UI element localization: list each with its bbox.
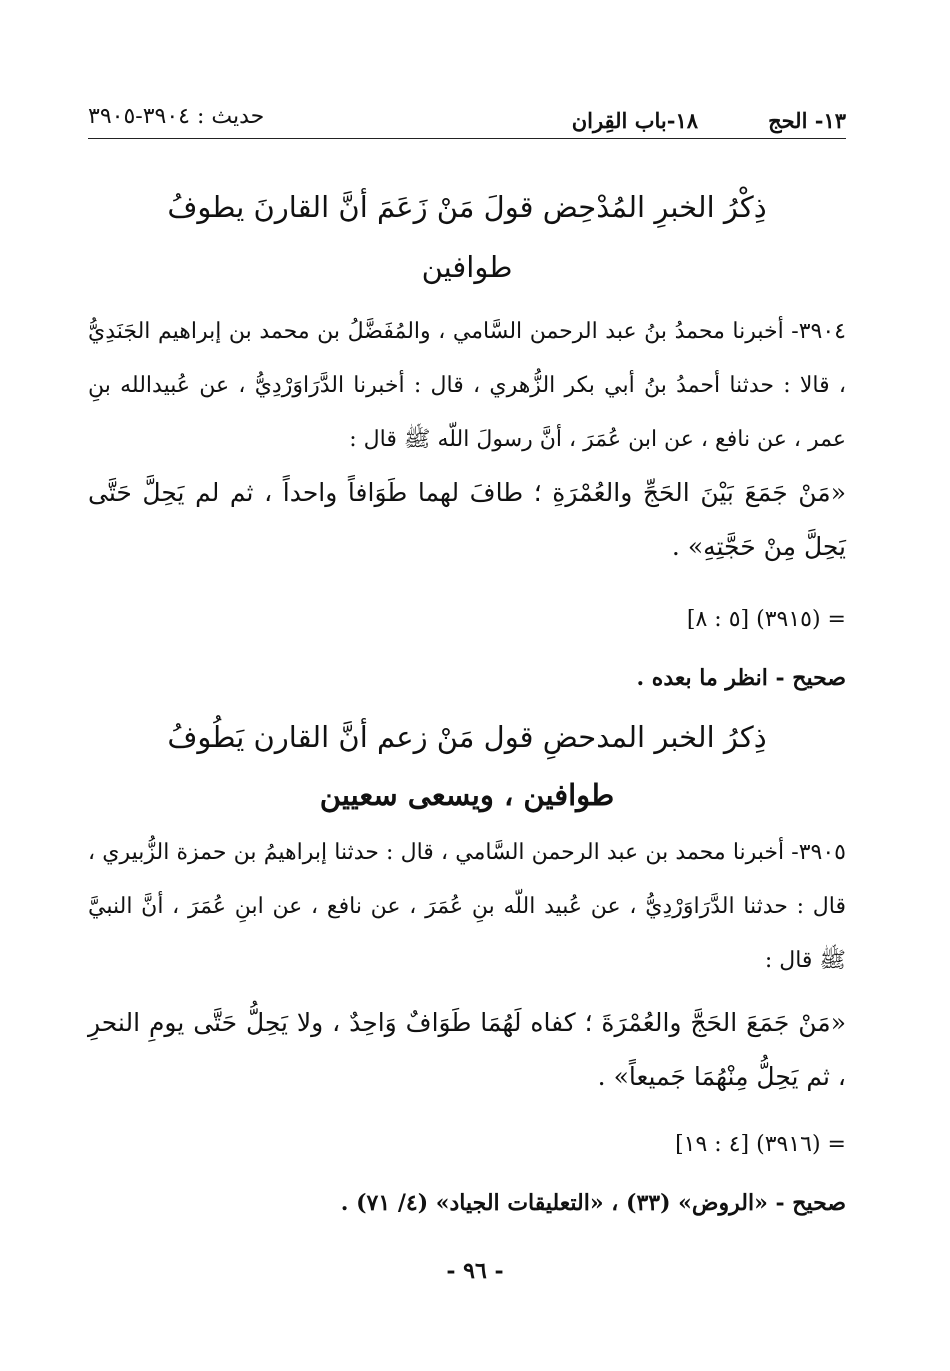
section-2-title-line1: ذِكرُ الخبر المدحضِ قول مَنْ زعم أنَّ القارن يَطُوفُ <box>167 720 767 754</box>
hadith-3904-matn: «مَنْ جَمَعَ بَيْنَ الحَجِّ والعُمْرَةِ ؛ طافَ لهما طَوَافاً واحداً ، ثم لم يَحِلَّ حَتَّى يَحِلَّ مِنْ حَجَّتِهِ» . <box>88 478 846 561</box>
hadith-3905-ref: = (٣٩١٦) [٤ : ١٩] <box>675 1132 846 1157</box>
header-chapter: ١٣- الحج <box>768 108 846 133</box>
header-hadith-range: حديث : ٣٩٠٤-٣٩٠٥ <box>88 104 265 129</box>
hadith-3904-ref: = (٣٩١٥) [٥ : ٨] <box>686 607 846 632</box>
hadith-3905-matn: «مَنْ جَمَعَ الحَجَّ والعُمْرَةَ ؛ كفاه لَهُمَا طَوَافٌ وَاحِدٌ ، ولا يَحِلُّ حَتَّى يومِ النحرِ ، ثم يَحِلُّ مِنْهُمَا جَميعاً» . <box>88 1008 846 1091</box>
section-1-title-line2: طوافين <box>421 250 513 284</box>
section-1-title-line1: ذِكْرُ الخبرِ المُدْحِض قولَ مَنْ زَعَمَ أنَّ القارنَ يطوفُ <box>167 190 767 224</box>
hadith-3904-isnad: ٣٩٠٤- أخبرنا محمدُ بنُ عبد الرحمن السَّامي ، والمُفَضَّلُ بن محمد بن إبراهيم الجَنَدِيُّ ، قالا : حدثنا أحمدُ بنُ أبي بكر الزُّهري ، قال : أخبرنا الدَّرَاوَرْدِيُّ ، عن عُبيدالله بنِ عمر ، عن نافع ، عن ابن عُمَرَ ، أنَّ رسولَ اللّه ﷺ قال : <box>88 319 846 452</box>
hadith-3904-grade: صحيح - انظر ما بعده . <box>636 665 846 691</box>
hadith-3905-isnad: ٣٩٠٥- أخبرنا محمد بن عبد الرحمن السَّامي ، قال : حدثنا إبراهيمُ بن حمزة الزُّبيري ، قال : حدثنا الدَّرَاوَرْدِيُّ ، عن عُبيد اللّه بنِ عُمَرَ ، عن نافع ، عن ابنِ عُمَرَ ، أنَّ النبيَّ ﷺ قال : <box>88 840 846 973</box>
hadith-3905-grade: صحيح - «الروض» (٣٣) ، «التعليقات الجياد» (٤/ ٧١) . <box>340 1190 846 1216</box>
running-header <box>88 102 846 139</box>
header-bab: ١٨-باب القِران <box>571 108 698 133</box>
page-number: - ٩٦ - <box>446 1258 504 1284</box>
section-2-title-line2: طوافين ، ويسعى سعيين <box>319 778 615 812</box>
